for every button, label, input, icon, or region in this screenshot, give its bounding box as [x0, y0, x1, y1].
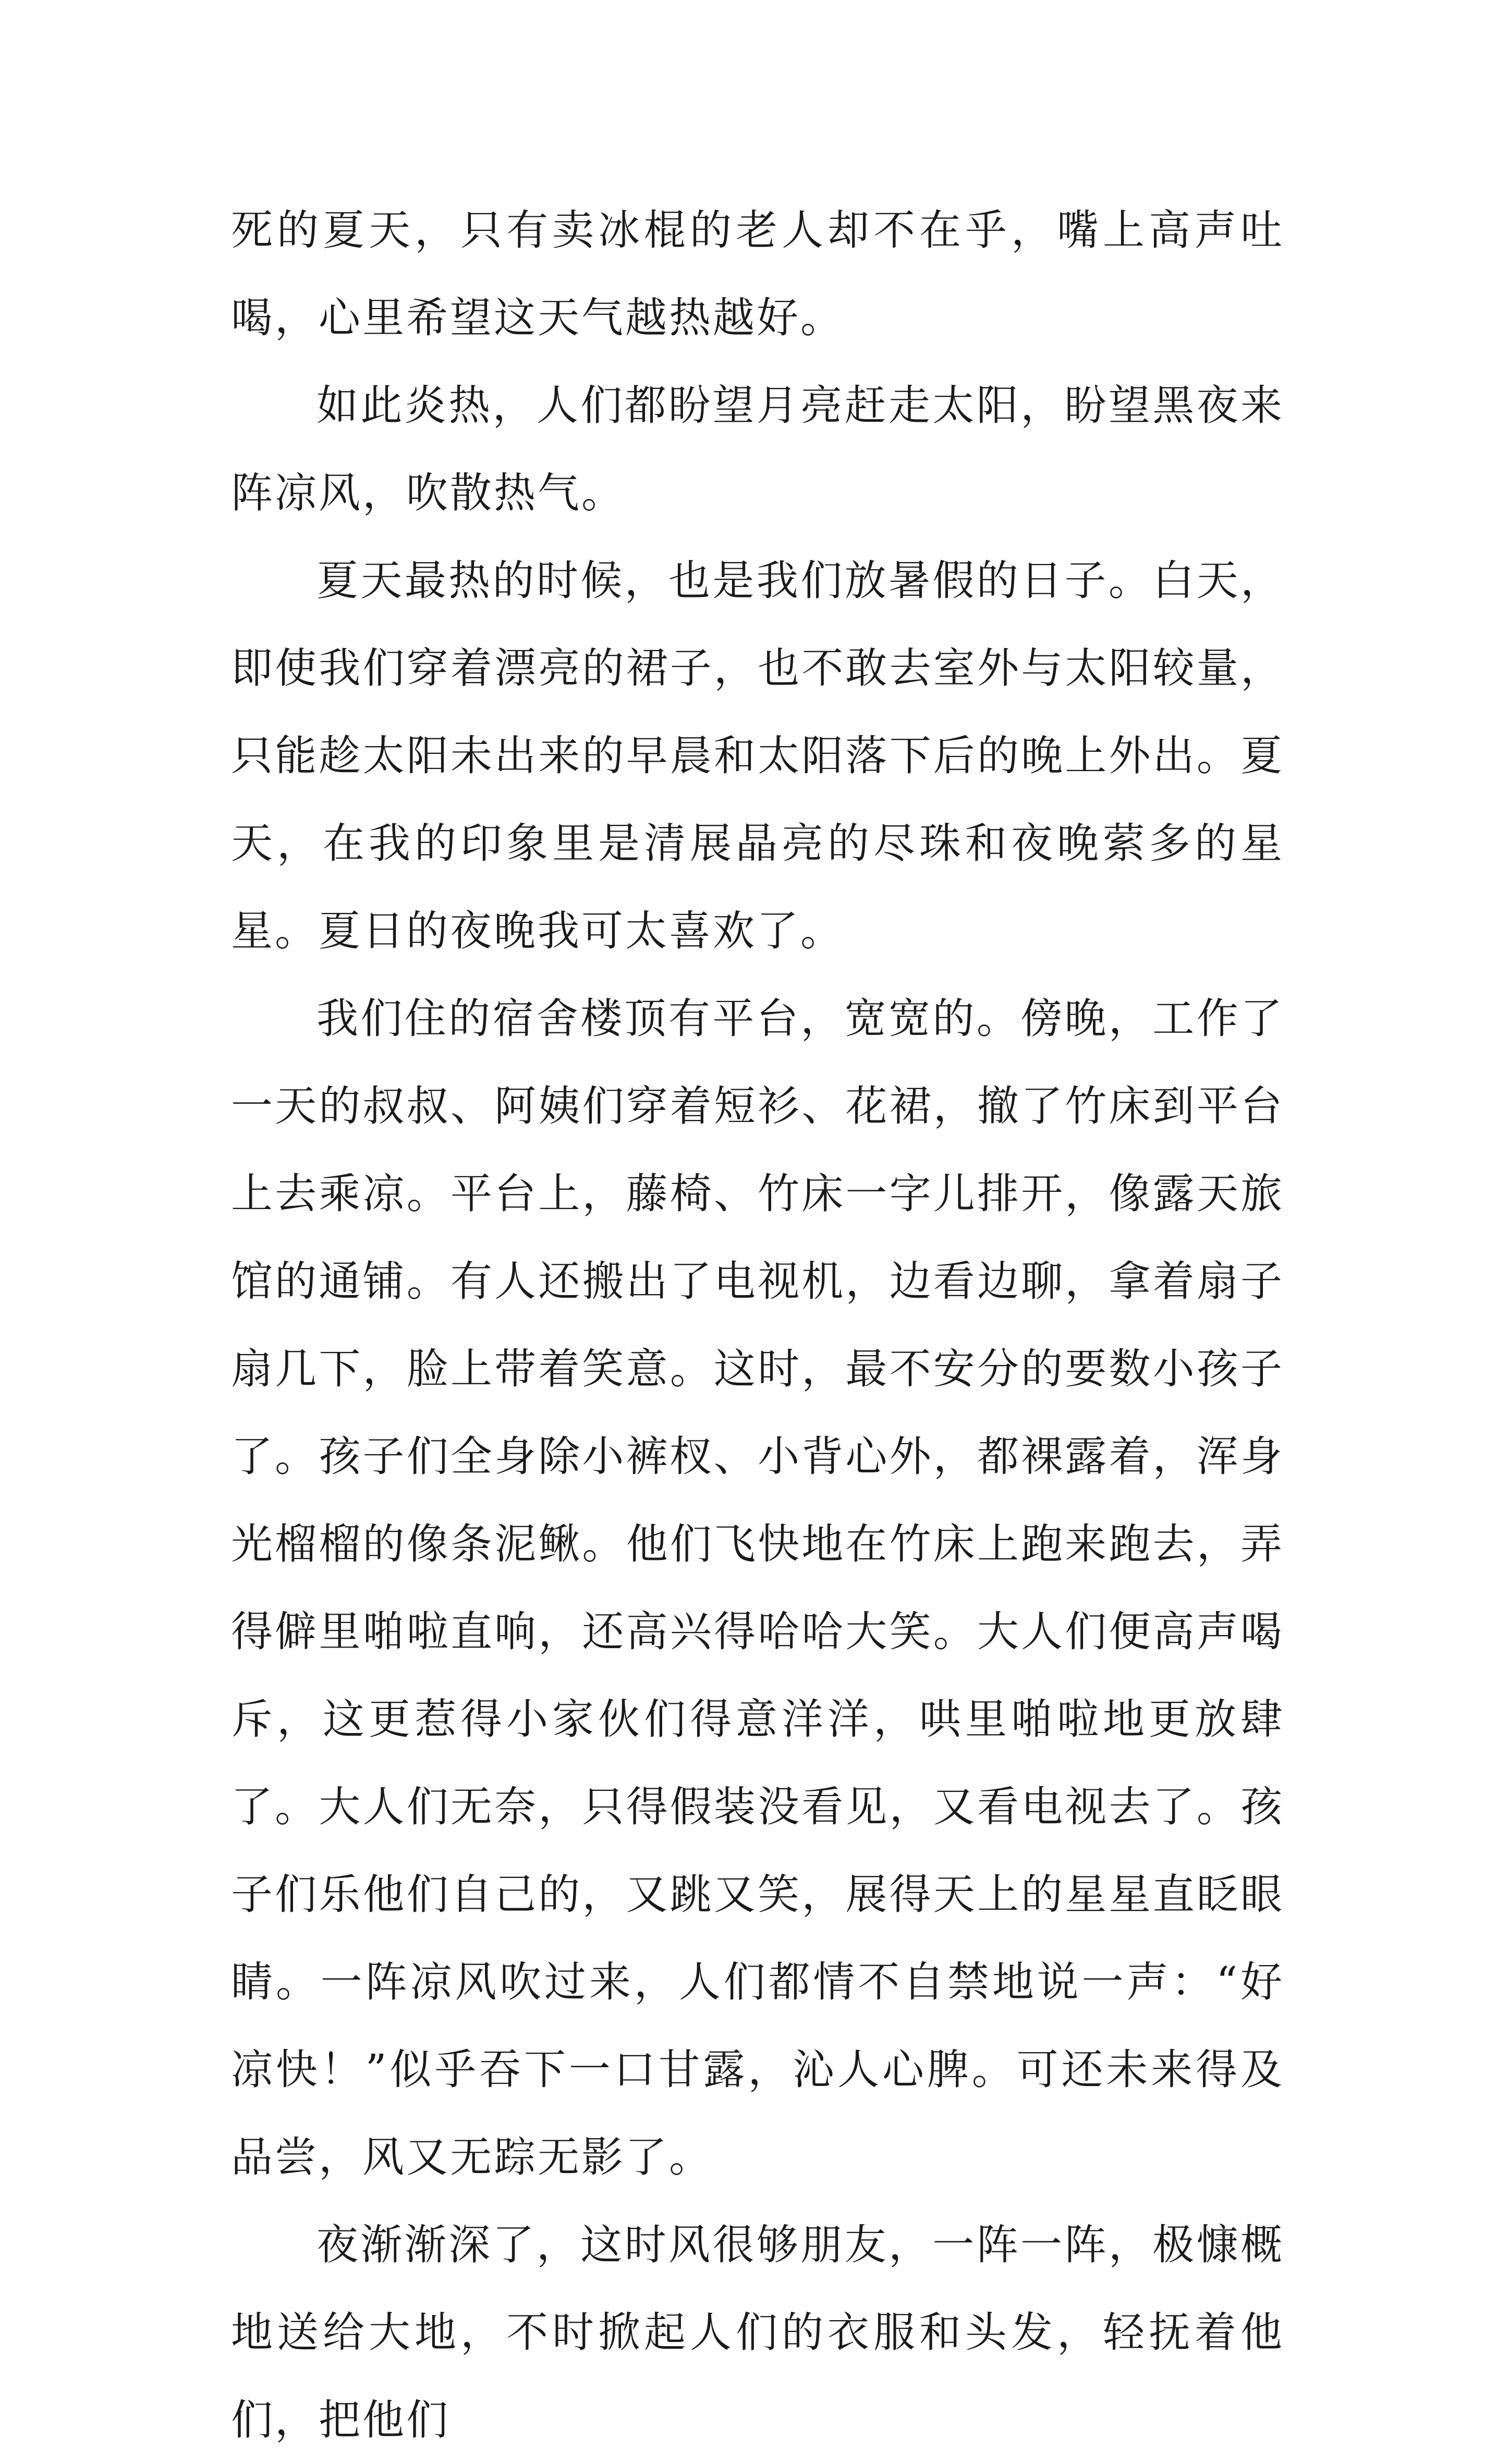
paragraph: 如此炎热，人们都盼望月亮赶走太阳，盼望黑夜来阵凉风，吹散热气。	[231, 381, 1284, 517]
paragraph-continued: 死的夏天，只有卖冰棍的老人却不在乎，嘴上高声吐喝，心里希望这天气越热越好。	[231, 206, 1284, 342]
paragraph: 夜渐渐深了，这时风很够朋友，一阵一阵，极慷概地送给大地，不时掀起人们的衣服和头发，轻抚着他们，把他们	[231, 2221, 1284, 2444]
paragraph: 夏天最热的时候，也是我们放暑假的日子。白天，即使我们穿着漂亮的裙子，也不敢去室外与太阳较量，只能趁太阳未出来的早晨和太阳落下后的晚上外出。夏天，在我的印象里是清展晶亮的尽珠和夜晚萦多的星星。夏日的夜晚我可太喜欢了。	[231, 556, 1284, 955]
paragraph: 我们住的宿舍楼顶有平台，宽宽的。傍晚，工作了一天的叔叔、阿姨们穿着短衫、花裙，撤了竹床到平台上去乘凉。平台上，藤椅、竹床一字儿排开，像露天旅馆的通铺。有人还搬出了电视机，边看边聊，拿着扇子扇几下，脸上带着笑意。这时，最不安分的要数小孩子了。孩子们全身除小裤杈、小背心外，都裸露着，浑身光榴榴的像条泥鳅。他们飞快地在竹床上跑来跑去，弄得僻里啪啦直响，还高兴得哈哈大笑。大人们便高声喝斥，这更惹得小家伙们得意洋洋，哄里啪啦地更放肆了。大人们无奈，只得假装没看见，又看电视去了。孩子们乐他们自己的，又跳又笑，展得天上的星星直眨眼睛。一阵凉风吹过来，人们都情不自禁地说一声：“好凉快！”似乎吞下一口甘露，沁人心脾。可还未来得及品尝，风又无踪无影了。	[231, 994, 1284, 2181]
document-body	[231, 187, 1284, 2464]
